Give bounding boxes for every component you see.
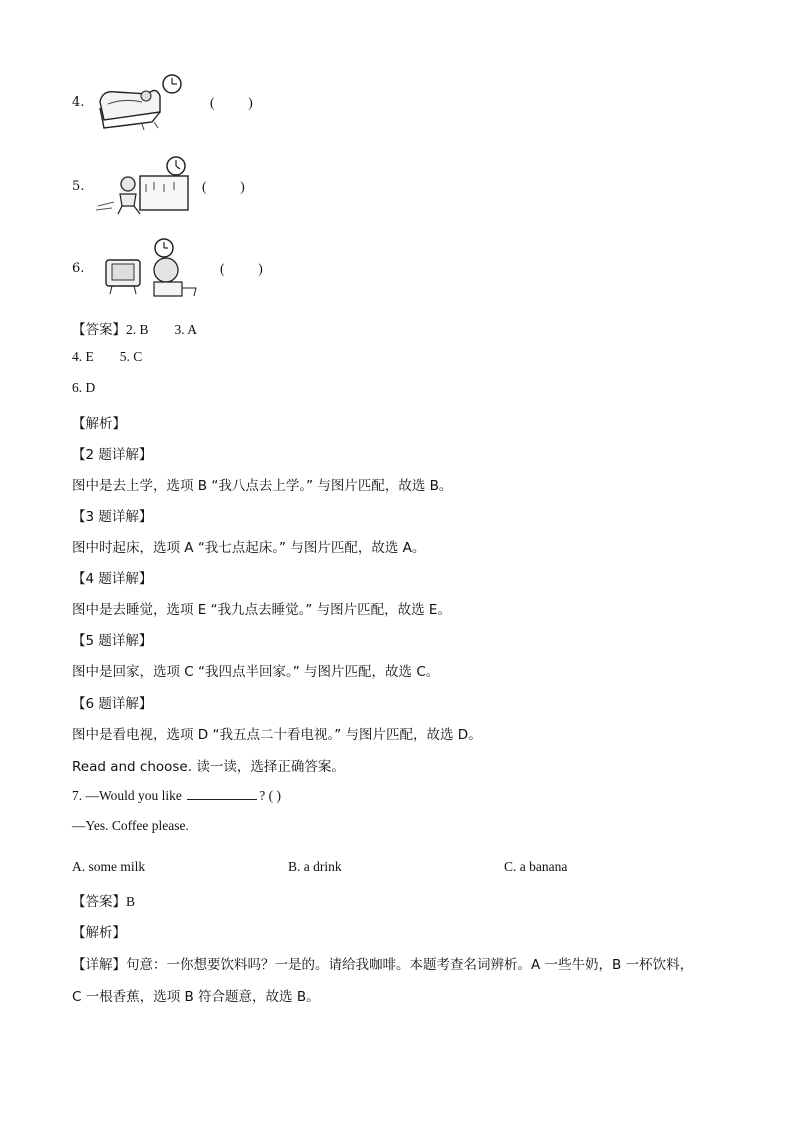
question-7-detail-2: C 一根香蕉，选项 B 符合题意，故选 B。	[72, 989, 320, 1005]
section-instruction: Read and choose. 读一读，选择正确答案。	[72, 759, 345, 775]
option-a: A. some milk	[72, 859, 146, 874]
detail-heading-3: 【3 题详解】	[72, 509, 153, 525]
item-number: 6.	[72, 261, 85, 276]
item-number: 5.	[72, 179, 85, 194]
question-7-answer	[72, 890, 135, 910]
detail-heading-4: 【4 题详解】	[72, 571, 153, 587]
answer-blank[interactable]: ( )	[220, 261, 263, 276]
answer-line-1	[72, 318, 197, 338]
answer-label: 【答案】	[72, 322, 126, 338]
answer-line-3: 6. D	[72, 380, 96, 395]
detail-text-5: 图中是回家，选项 C “我四点半回家。” 与图片匹配，故选 C。	[72, 664, 440, 680]
detail-heading-2: 【2 题详解】	[72, 447, 153, 463]
answer-blank[interactable]: ( )	[202, 179, 245, 194]
detail-label: 【详解】	[72, 957, 126, 973]
question-7-analysis: 【解析】	[72, 925, 126, 941]
detail-text-6: 图中是看电视，选项 D “我五点二十看电视。” 与图片匹配，故选 D。	[72, 727, 482, 743]
item-number: 4.	[72, 95, 85, 110]
analysis-heading: 【解析】	[72, 416, 126, 432]
question-7-prefix: 7. —Would you like	[72, 788, 182, 803]
question-7-response: —Yes. Coffee please.	[72, 818, 189, 833]
question-7-detail-1	[72, 953, 693, 973]
detail-heading-5: 【5 题详解】	[72, 633, 153, 649]
question-7-blank[interactable]	[187, 787, 257, 800]
answer-value: B	[126, 894, 136, 909]
going-home-clock-picture	[94, 156, 194, 218]
detail-text-4: 图中是去睡觉，选项 E “我九点去睡觉。” 与图片匹配，故选 E。	[72, 602, 451, 618]
detail-text-2: 图中是去上学，选项 B “我八点去上学。” 与图片匹配，故选 B。	[72, 478, 453, 494]
answer-line-2	[72, 349, 142, 365]
answer-blank[interactable]: ( )	[210, 95, 253, 110]
detail-text-3: 图中时起床，选项 A “我七点起床。” 与图片匹配，故选 A。	[72, 540, 426, 556]
sleeping-bed-clock-picture	[94, 72, 194, 134]
detail-heading-6: 【6 题详解】	[72, 696, 153, 712]
detail-text: 句意：一你想要饮料吗？一是的。请给我咖啡。本题考查名词辨析。A 一些牛奶，B 一杯饮料，	[126, 957, 694, 973]
question-7-suffix: ? ( )	[259, 788, 282, 803]
watching-tv-clock-picture	[102, 238, 202, 302]
option-b: B. a drink	[288, 859, 342, 874]
answer-5: 5. C	[119, 349, 143, 364]
answer-4: 4. E	[72, 349, 94, 364]
question-7-prompt	[72, 787, 281, 804]
answer-3: 3. A	[174, 322, 198, 337]
answer-2: 2. B	[126, 322, 149, 337]
answer-label: 【答案】	[72, 894, 126, 910]
option-c: C. a banana	[504, 859, 568, 874]
